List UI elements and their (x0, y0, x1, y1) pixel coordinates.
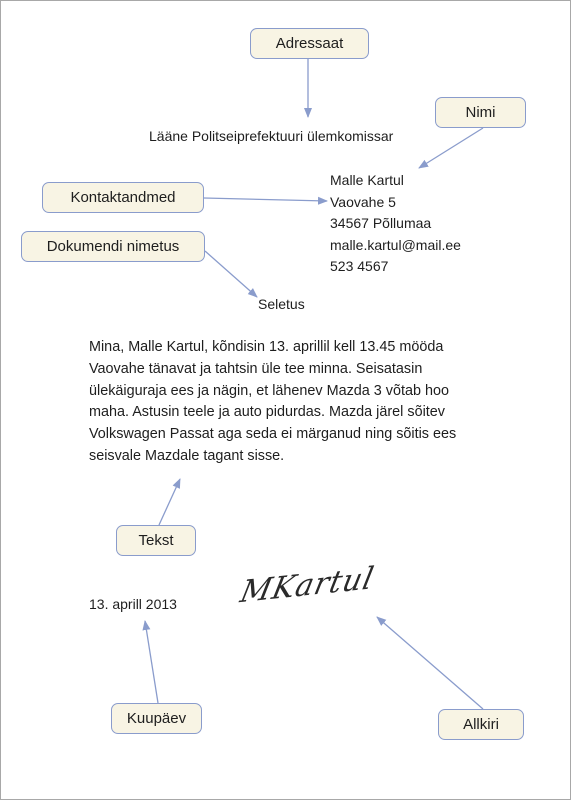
document-title: Seletus (258, 296, 305, 312)
body-text (89, 337, 509, 468)
arrow-kontaktandmed (204, 198, 327, 201)
body-line: ülekäiguraja ees ja nägin, et lähenev Mazda 3 võtab hoo (89, 382, 450, 399)
label-adressaat: Adressaat (250, 28, 369, 59)
sender-street: Vaovahe 5 (330, 193, 396, 210)
sender-name: Malle Kartul (330, 172, 404, 188)
label-kuupaev: Kuupäev (111, 703, 202, 734)
label-allkiri: Allkiri (438, 709, 524, 740)
label-tekst: Tekst (116, 525, 196, 556)
body-line: Mina, Malle Kartul, kõndisin 13. aprillil kell 13.45 mööda (89, 339, 444, 355)
label-dokumendi-nimetus: Dokumendi nimetus (21, 231, 205, 262)
body-line: Volkswagen Passat aga seda ei märganud ning sõitis ees (89, 426, 457, 443)
signature: MKartul (237, 560, 378, 611)
addressee: Lääne Politseiprefektuuri ülemkomissar (149, 128, 394, 144)
arrow-nimi (419, 128, 483, 168)
contact-block (330, 170, 461, 278)
body-line: Vaovahe tänavat ja tahtsin üle tee minna. Seisatasin (89, 360, 423, 377)
label-nimi: Nimi (435, 97, 526, 128)
label-kontaktandmed: Kontaktandmed (42, 182, 204, 213)
arrow-dokumendi-nimetus (205, 251, 257, 297)
sender-postal: 34567 Põllumaa (330, 215, 432, 231)
sender-email: malle.kartul@mail.ee (330, 236, 461, 253)
arrow-tekst (159, 479, 180, 525)
date: 13. aprill 2013 (89, 596, 177, 612)
arrow-allkiri (377, 617, 483, 709)
arrow-kuupaev (145, 621, 158, 703)
body-line: seisvale Mazdale tagant sisse. (89, 447, 285, 464)
body-line: maha. Astusin teele ja auto pidurdas. Mazda järel sõitev (89, 404, 445, 421)
sender-phone: 523 4567 (330, 258, 389, 274)
